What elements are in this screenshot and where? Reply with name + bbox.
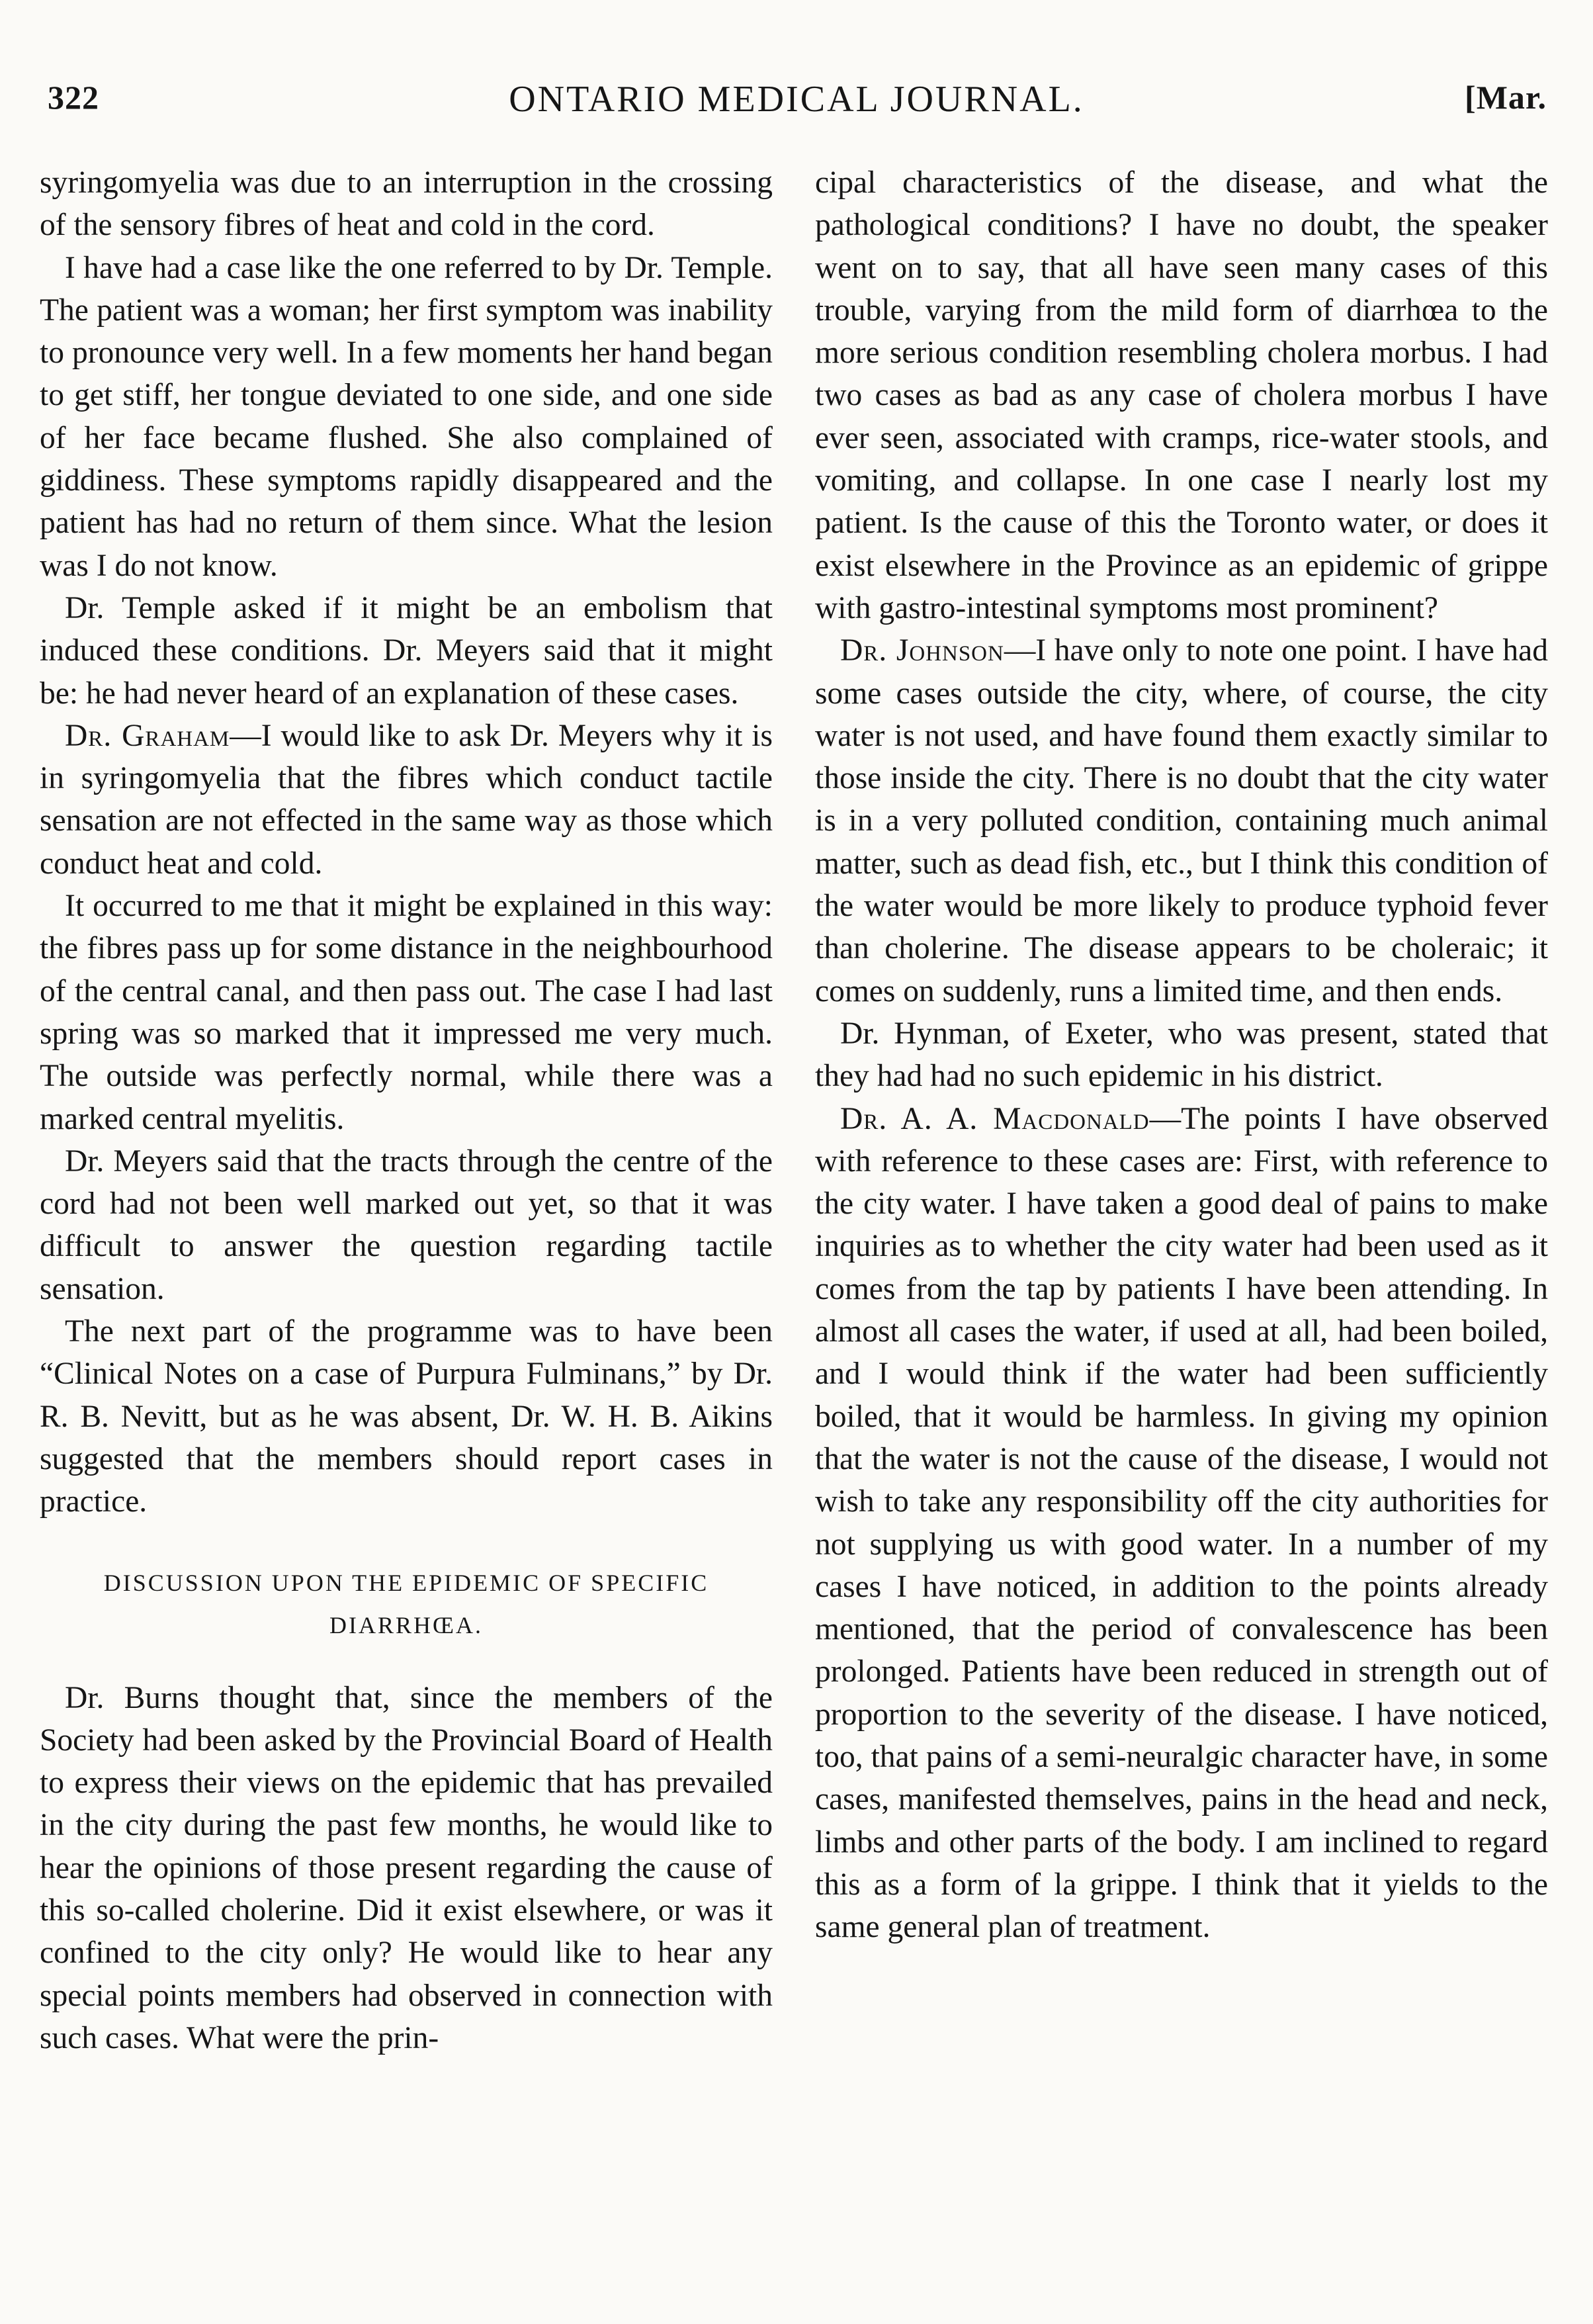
speaker-name: Dr. Johnson xyxy=(840,633,1004,668)
paragraph: syringomyelia was due to an interruption in the crossing of the sensory fibres of heat and cold in the cord. xyxy=(40,165,773,243)
left-column xyxy=(40,161,773,2292)
speaker-name: Dr. A. A. Macdonald xyxy=(840,1101,1150,1136)
speaker-name: Dr. Graham xyxy=(65,718,230,753)
paragraph: It occurred to me that it might be explained in this way: the fibres pass up for some distance in the neighbourhood of the central canal, and then pass out. The case I had last spring was so marked that it impressed me very much. The outside was perfectly normal, while there was a marked central myelitis. xyxy=(40,889,773,1136)
page-number: 322 xyxy=(48,79,99,116)
speaker-text: —I would like to ask Dr. Meyers why it is in syringomyelia that the fibres which conduct tactile sensation are not effected in the same way as those which conduct heat and cold. xyxy=(40,718,773,881)
speaker-text: —I have only to note one point. I have had some cases outside the city, where, of course, the city water is not used, and have found them exactly similar to those inside the city. There is no doubt that the city water is in a very polluted condition, containing much animal matter, such as dead fish, etc., but I think this condition of the water would be more likely to produce typhoid fever than cholerine. The disease appears to be choleraic; it comes on suddenly, runs a limited time, and then ends. xyxy=(815,633,1548,1008)
paragraph xyxy=(815,629,1548,1012)
section-heading: DISCUSSION UPON THE EPIDEMIC OF SPECIFIC DIARRHŒA. xyxy=(103,1569,709,1638)
paragraph: Dr. Hynman, of Exeter, who was present, stated that they had had no such epidemic in his district. xyxy=(815,1016,1548,1094)
paragraph: Dr. Temple asked if it might be an embolism that induced these conditions. Dr. Meyers said that it might be: he had never heard of an explanation of these cases. xyxy=(40,590,773,711)
paragraph: Dr. Burns thought that, since the members of the Society had been asked by the Provincial Board of Health to express their views on the epidemic that has prevailed in the city during the past few months, he would like to hear the opinions of those present regarding the cause of this so-called cholerine. Did it exist elsewhere, or was it confined to the city only? He would like to hear any special points members had observed in connection with such cases. What were the prin- xyxy=(40,1680,773,2055)
paragraph: cipal characteristics of the disease, and what the pathological conditions? I have no doubt, the speaker went on to say, that all have seen many cases of this trouble, varying from the mild form of diarrhœa to the more serious condition resembling cholera morbus. I had two cases as bad as any case of cholera morbus I have ever seen, associated with cramps, rice-water stools, and vomiting, and collapse. In one case I nearly lost my patient. Is the cause of this the Toronto water, or does it exist elsewhere in the Province as an epidemic of grippe with gastro-intestinal symptoms most prominent? xyxy=(815,165,1548,625)
paragraph xyxy=(40,715,773,885)
paragraph: The next part of the programme was to have been “Clinical Notes on a case of Purpura Fulminans,” by Dr. R. B. Nevitt, but as he was absent, Dr. W. H. B. Aikins suggested that the members should report cases in practice. xyxy=(40,1314,773,1519)
right-column xyxy=(815,161,1548,2292)
running-header xyxy=(0,78,1593,124)
issue-month: [Mar. xyxy=(1465,79,1547,116)
paragraph: I have had a case like the one referred to by Dr. Temple. The patient was a woman; her first symptom was inability to pronounce very well. In a few moments her hand began to get stiff, her tongue deviated to one side, and one side of her face became flushed. She also complained of giddiness. These symptoms rapidly disappeared and the patient has had no return of them since. What the lesion was I do not know. xyxy=(40,250,773,583)
journal-title: ONTARIO MEDICAL JOURNAL. xyxy=(509,79,1084,120)
paragraph xyxy=(815,1098,1548,1949)
paragraph: Dr. Meyers said that the tracts through the centre of the cord had not been well marked out yet, so that it was difficult to answer the question regarding tactile sensation. xyxy=(40,1143,773,1306)
speaker-text: —The points I have observed with reference to these cases are: First, with reference to the city water. I have taken a good deal of pains to make inquiries as to whether the city water had been used as it comes from the tap by patients I have been attending. In almost all cases the water, if used at all, had been boiled, and I would think if the water had been sufficiently boiled, that it would be harmless. In giving my opinion that the water is not the cause of the disease, I would not wish to take any responsibility off the city authorities for not supplying us with good water. In a number of my cases I have noticed, in addition to the points already mentioned, that the period of convalescence has been prolonged. Patients have been reduced in strength out of proportion to the severity of the disease. I have noticed, too, that pains of a semi-neuralgic character have, in some cases, manifested themselves, pains in the head and neck, limbs and other parts of the body. I am inclined to regard this as a form of la grippe. I think that it yields to the same general plan of treatment. xyxy=(815,1101,1548,1945)
